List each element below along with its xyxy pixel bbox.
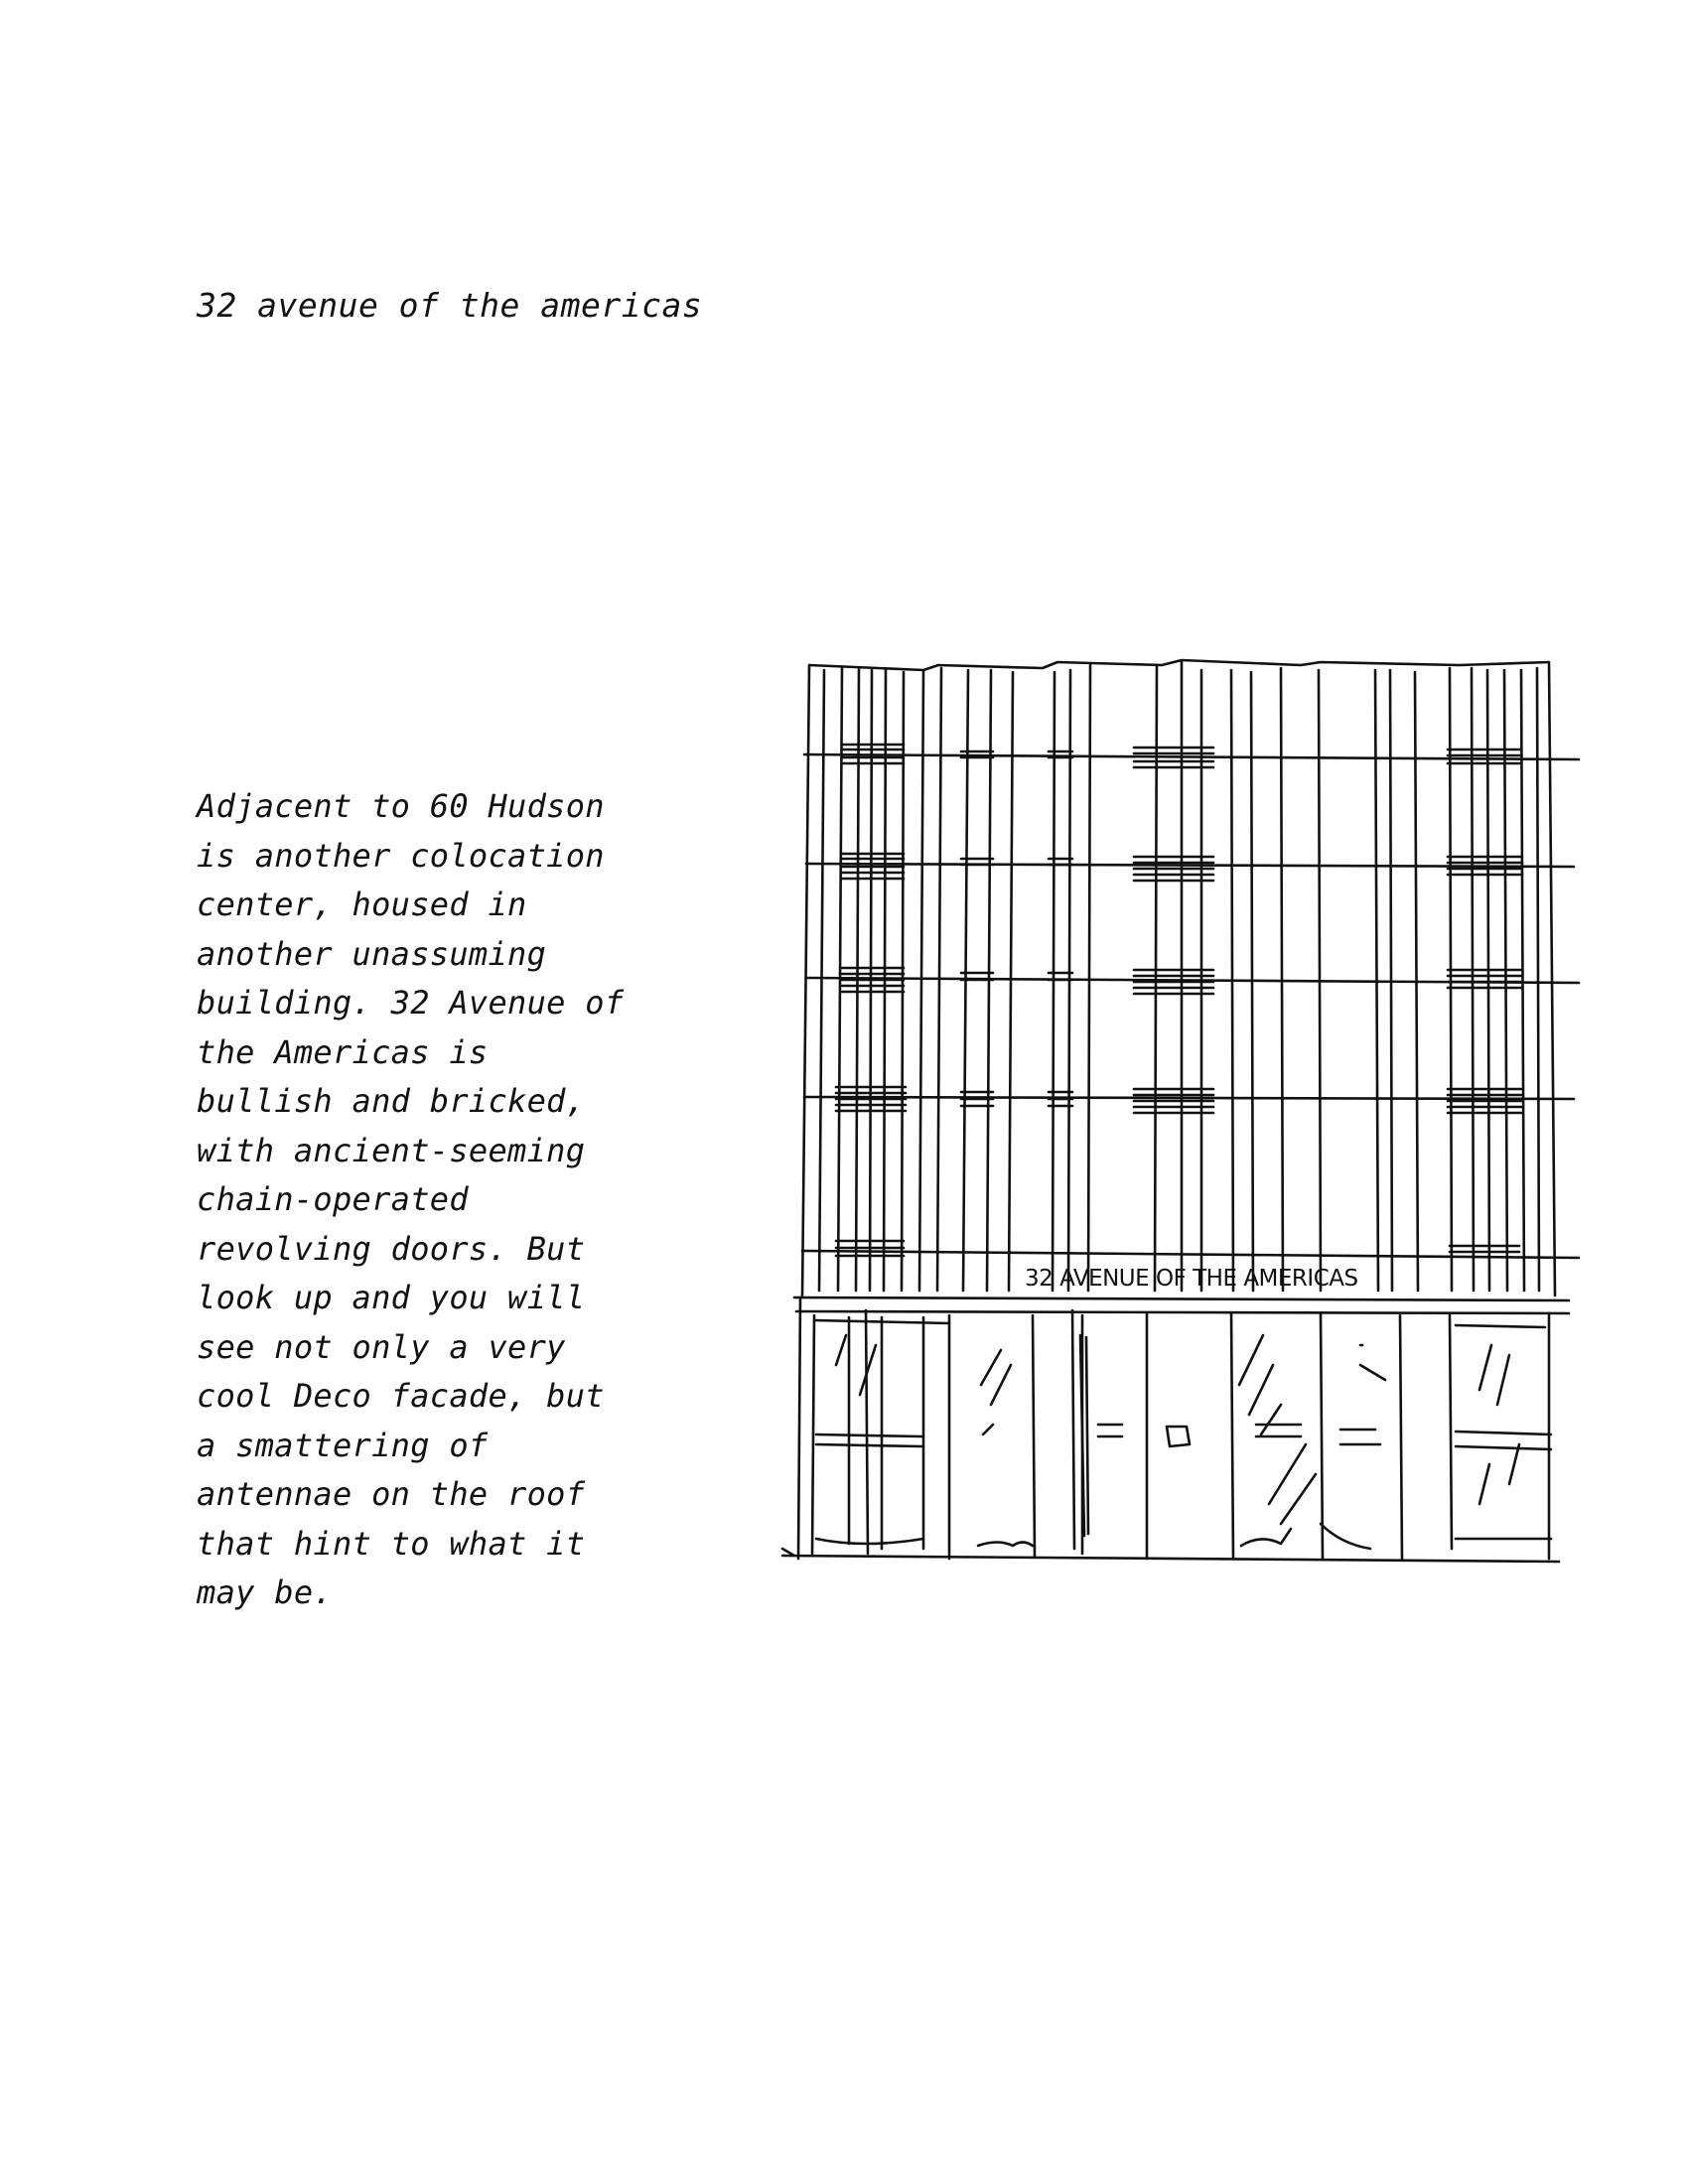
body-text-line: center, housed in (197, 886, 527, 923)
body-text-line: with ancient-seeming (197, 1131, 586, 1169)
body-text-line: see not only a very (197, 1327, 566, 1366)
body-text-line: Adjacent to 60 Hudson (197, 787, 605, 825)
body-text-line: building. 32 Avenue of (197, 984, 625, 1022)
body-text-line: cool Deco facade, but (197, 1377, 605, 1415)
body-text-line: bullish and bricked, (197, 1082, 586, 1120)
body-text-line: a smattering of (197, 1426, 489, 1464)
page-title: 32 avenue of the americas (197, 286, 703, 325)
facade-sign-text: 32 AVENUE OF THE AMERICAS (1025, 1266, 1358, 1292)
body-text-line: look up and you will (197, 1279, 586, 1316)
body-text-line: that hint to what it (197, 1524, 586, 1563)
body-text-line: antennae on the roof (197, 1475, 586, 1513)
body-text-line: may be. (197, 1573, 333, 1611)
body-text-line: the Americas is (197, 1032, 489, 1071)
building-facade-illustration (765, 650, 1599, 1583)
body-text-line: revolving doors. But (197, 1229, 586, 1268)
facade-sketch-svg (765, 650, 1599, 1583)
body-text-line: is another colocation (197, 836, 605, 875)
body-text-line: another unassuming (197, 934, 547, 973)
body-paragraph (197, 782, 653, 1618)
body-text-line: chain-operated (197, 1180, 469, 1218)
